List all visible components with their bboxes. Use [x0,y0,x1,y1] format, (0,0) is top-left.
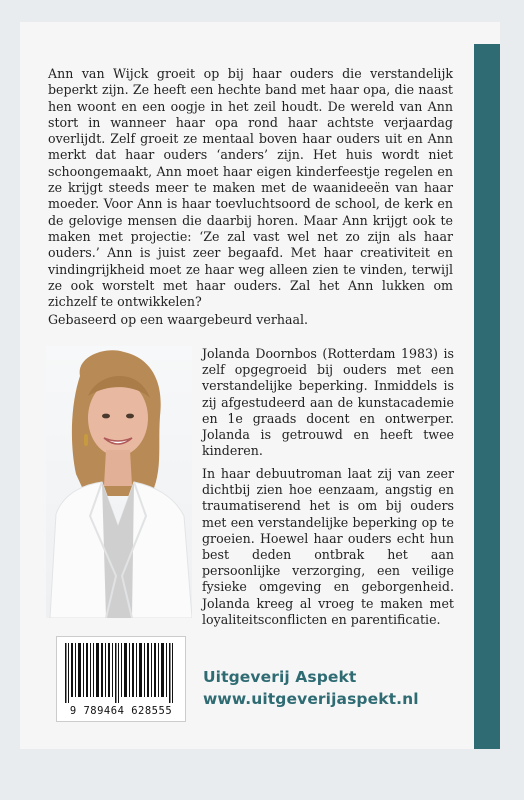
accent-stripe [474,44,500,749]
isbn-barcode [56,636,186,722]
debut-description: In haar debuutroman laat zij van zeer dichtbij zien hoe eenzaam, angstig en traumatiserend het is om bij ouders met een verstandelijke beperking op te groeien. Hoewel haar ouders echt hun best deden ontbrak het aan persoonlijke verzorging, een veilige fysieke omgeving en geborgenheid. Jolanda kreeg al vroeg te maken met loyaliteitsconflicten en parentificatie. [202,466,454,627]
book-blurb: Ann van Wijck groeit op bij haar ouders die verstandelijk beperkt zijn. Ze heeft een hechte band met haar opa, die naast hen woont en een oogje in het zeil houdt. De wereld van Ann stort in wanneer haar opa rond haar achtste verjaardag overlijdt. Zelf groeit ze mentaal boven haar ouders uit en Ann merkt dat haar ouders ‘anders’ zijn. Het huis wordt niet schoongemaakt, Ann moet haar eigen kinderfeestje regelen en ze krijgt steeds meer te maken met de waanideeën van haar moeder. Voor Ann is haar toevluchtsoord de school, de kerk en de gelovige mensen die daarbij horen. Maar Ann krijgt ook te maken met projectie: ‘Ze zal vast wel net zo zijn als haar ouders.’ Ann is juist zeer begaafd. Met haar creativiteit en vindingrijkheid moet ze haar weg alleen zien te vinden, terwijl ze ook worstelt met haar ouders. Zal het Ann lukken om zichzelf te ontwikkelen? [48,66,453,310]
author-photo [46,346,192,618]
author-portrait-illustration [46,346,192,618]
isbn-digits: 9 789464 628555 [69,705,173,717]
author-bio: Jolanda Doornbos (Rotterdam 1983) is zelf opgegroeid bij ouders met een verstandelijke beperking. Inmiddels is zij afgestudeerd aan de kunstacademie en 1e graads docent en ontwerper. Jolanda is getrouwd en heeft twee kinderen. [202,346,454,459]
publisher-name: Uitgeverij Aspekt [203,668,357,686]
barcode-bars [65,643,177,703]
tagline: Gebaseerd op een waargebeurd verhaal. [48,312,308,327]
publisher-website[interactable]: www.uitgeverijaspekt.nl [203,690,419,708]
